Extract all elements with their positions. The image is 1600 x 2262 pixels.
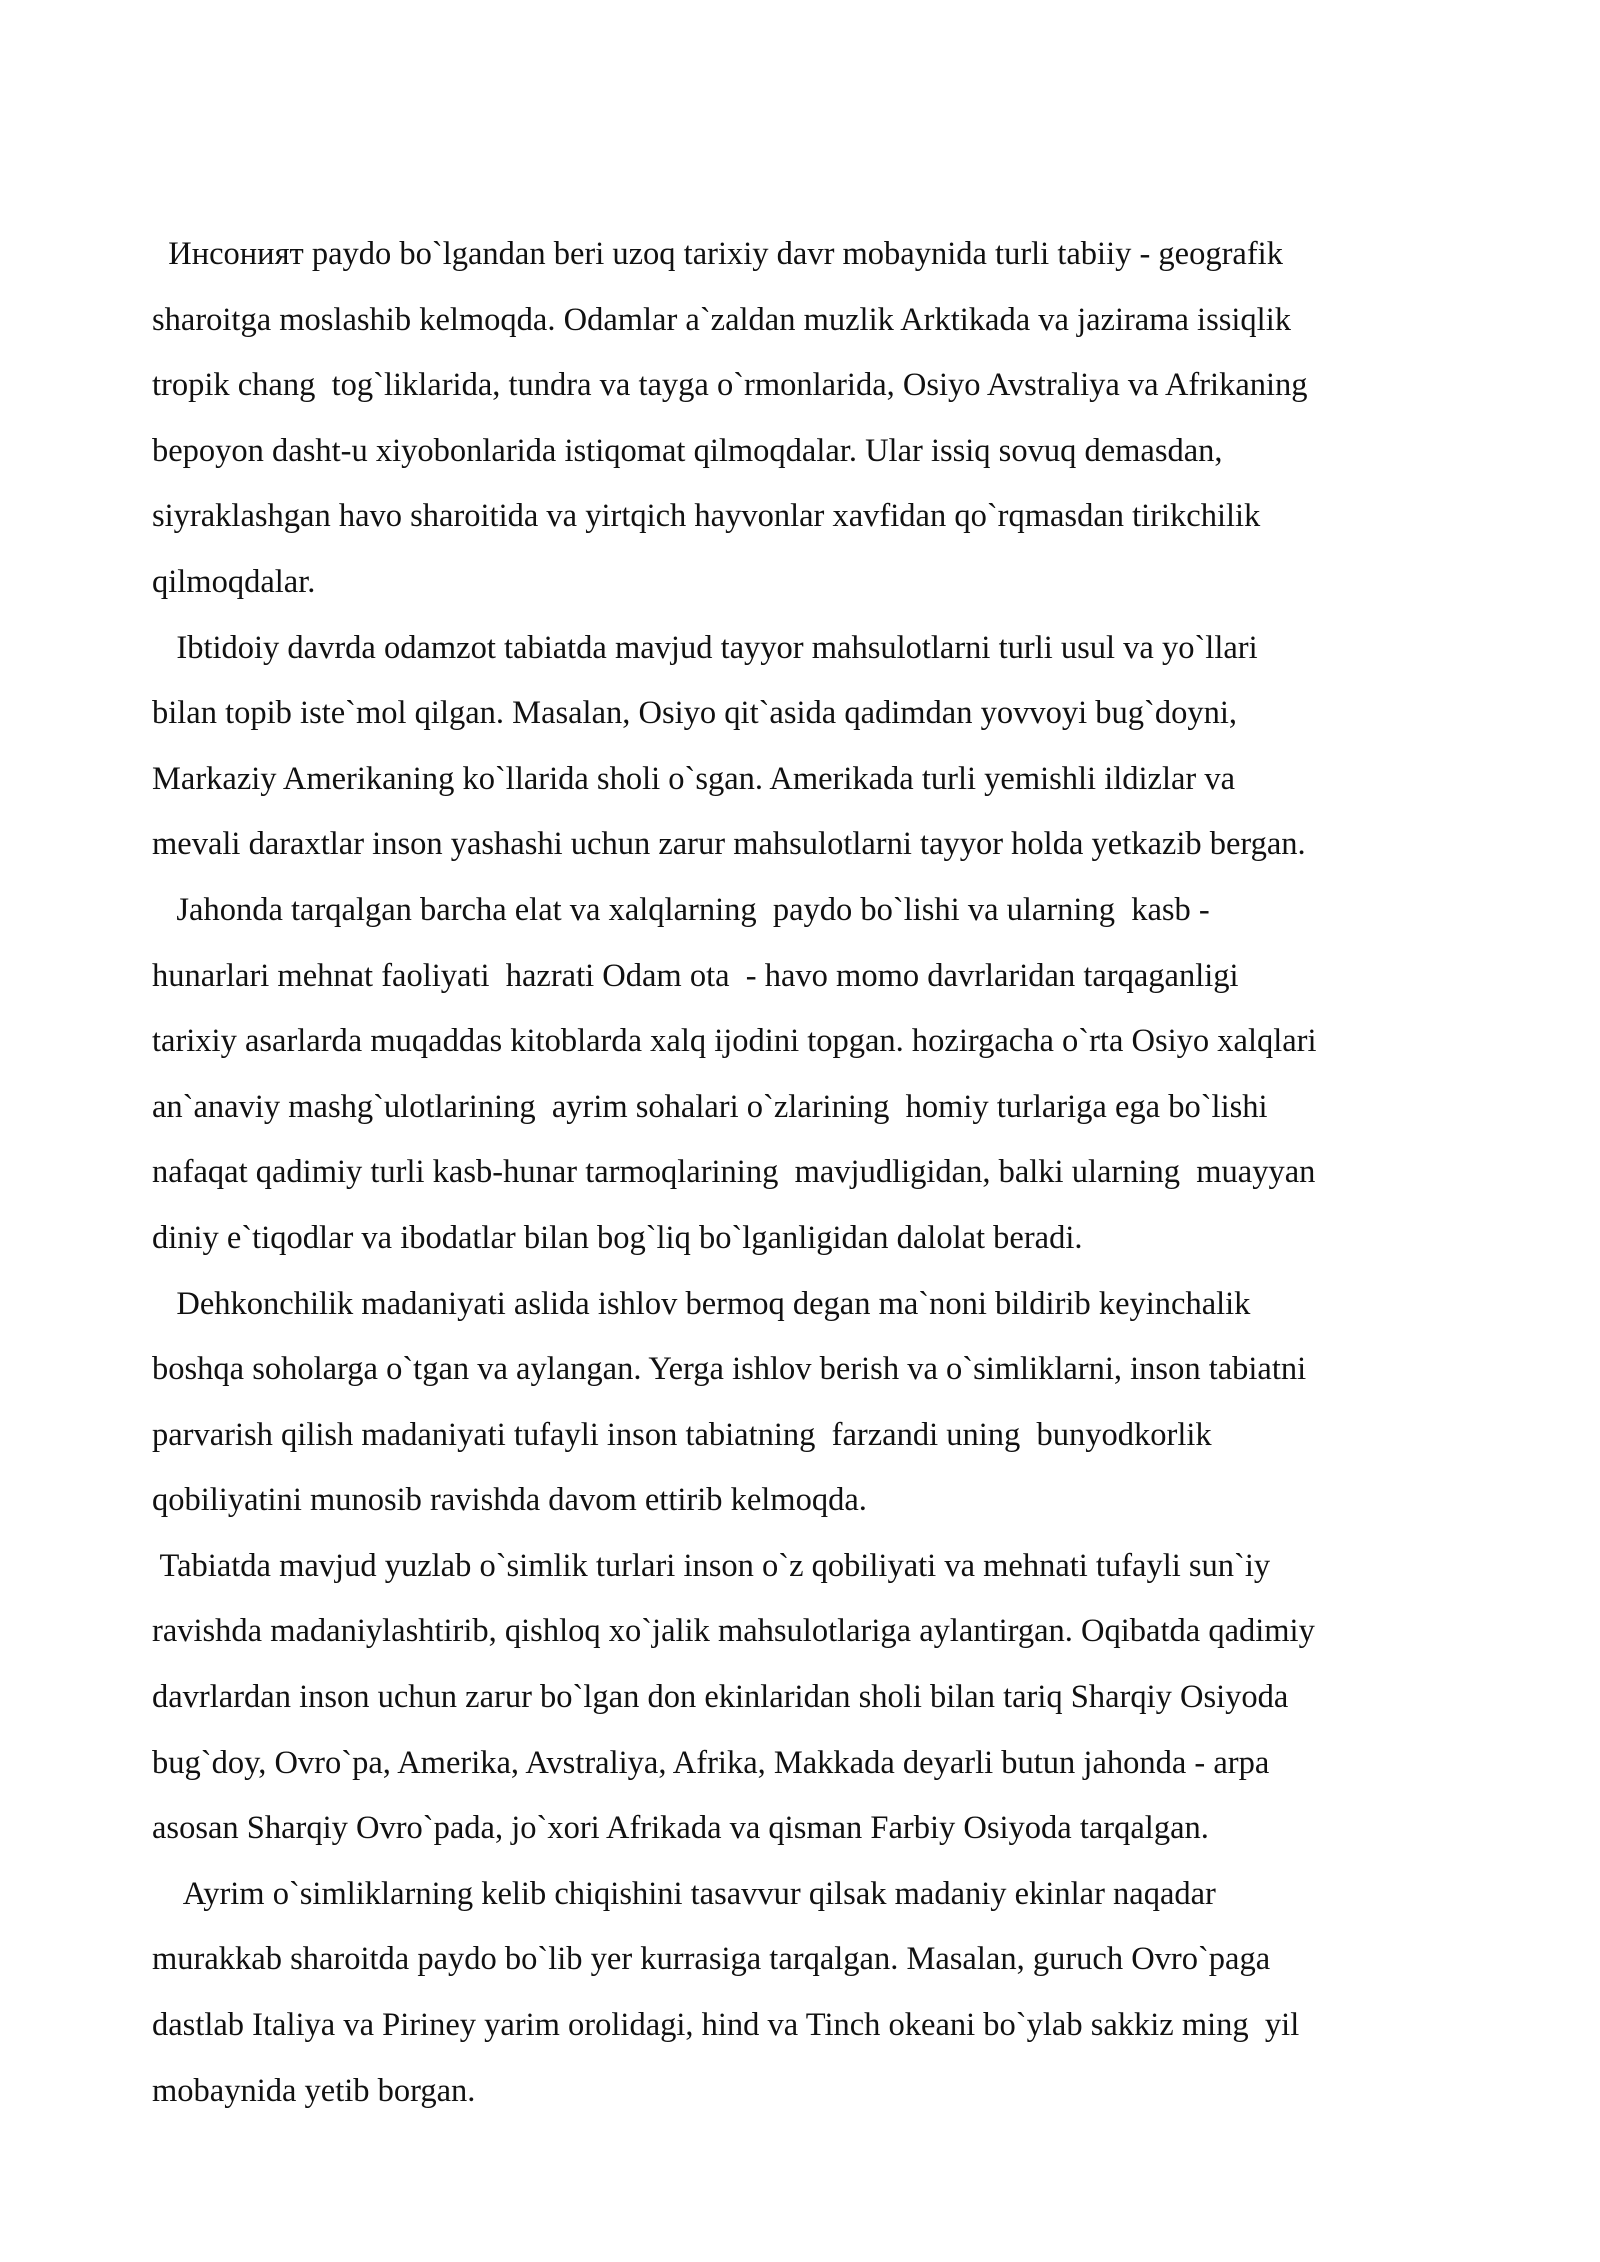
paragraph — [152, 222, 1497, 616]
text-line: sharoitga moslashib kelmoqda. Odamlar a`zaldan muzlik Arktikada va jazirama issiqlik — [152, 301, 1291, 338]
document-body — [152, 222, 1497, 2124]
text-line: bilan topib iste`mol qilgan. Masalan, Osiyo qit`asida qadimdan yovvoyi bug`doyni, — [152, 695, 1237, 732]
paragraph — [152, 878, 1497, 1272]
text-line: dastlab Italiya va Piriney yarim orolidagi, hind va Tinch okeani bo`ylab sakkiz ming yil — [152, 2007, 1300, 2044]
text-line: hunarlari mehnat faoliyati hazrati Odam ota - havo momo davrlaridan tarqaganligi — [152, 957, 1239, 994]
text-line: siyraklashgan havo sharoitida va yirtqich hayvonlar xavfidan qo`rqmasdan tirikchilik — [152, 498, 1261, 535]
text-line: mobaynida yetib borgan. — [152, 2072, 476, 2109]
text-line: boshqa soholarga o`tgan va aylangan. Yerga ishlov berish va o`simliklarni, inson tabiatni — [152, 1351, 1307, 1388]
text-line: bepoyon dasht-u xiyobonlarida istiqomat qilmoqdalar. Ular issiq sovuq demasdan, — [152, 432, 1223, 469]
text-line: diniy e`tiqodlar va ibodatlar bilan bog`liq bo`lganligidan dalolat beradi. — [152, 1219, 1083, 1256]
paragraph — [152, 1534, 1497, 1862]
text-line: ravishda madaniylashtirib, qishloq xo`jalik mahsulotlariga aylantirgan. Oqibatda qadimiy — [152, 1613, 1315, 1650]
text-line: Ibtidoiy davrda odamzot tabiatda mavjud tayyor mahsulotlarni turli usul va yo`llari — [152, 629, 1258, 666]
text-line: davrlardan inson uchun zarur bo`lgan don ekinlaridan sholi bilan tariq Sharqiy Osiyoda — [152, 1679, 1289, 1716]
text-line: tropik chang tog`liklarida, tundra va tayga o`rmonlarida, Osiyo Avstraliya va Afrikaning — [152, 367, 1308, 404]
text-line: murakkab sharoitda paydo bo`lib yer kurrasiga tarqalgan. Masalan, guruch Ovro`paga — [152, 1941, 1271, 1978]
text-line: parvarish qilish madaniyati tufayli inson tabiatning farzandi uning bunyodkorlik — [152, 1416, 1212, 1453]
text-line: qilmoqdalar. — [152, 563, 316, 600]
paragraph — [152, 1272, 1497, 1534]
text-line: an`anaviy mashg`ulotlarining ayrim sohalari o`zlarining homiy turlariga ega bo`lishi — [152, 1088, 1268, 1125]
text-line: Jahonda tarqalgan barcha elat va xalqlarning paydo bo`lishi va ularning kasb - — [152, 891, 1210, 928]
paragraph — [152, 1862, 1497, 2124]
text-line: nafaqat qadimiy turli kasb-hunar tarmoqlarining mavjudligidan, balki ularning muayyan — [152, 1154, 1316, 1191]
text-line: Ayrim o`simliklarning kelib chiqishini tasavvur qilsak madaniy ekinlar naqadar — [152, 1875, 1216, 1912]
paragraph — [152, 616, 1497, 878]
text-line: Dehkonchilik madaniyati aslida ishlov bermoq degan ma`noni bildirib keyinchalik — [152, 1285, 1251, 1322]
text-line: Инсоният paydo bo`lgandan beri uzoq tarixiy davr mobaynida turli tabiiy - geografik — [152, 236, 1283, 272]
text-line: Tabiatda mavjud yuzlab o`simlik turlari inson o`z qobiliyati va mehnati tufayli sun`iy — [152, 1547, 1271, 1584]
text-line: asosan Sharqiy Ovro`pada, jo`xori Afrikada va qisman Farbiy Osiyoda tarqalgan. — [152, 1810, 1209, 1847]
text-line: bug`doy, Ovro`pa, Amerika, Avstraliya, Afrika, Makkada deyarli butun jahonda - arpa — [152, 1744, 1270, 1781]
text-line: tarixiy asarlarda muqaddas kitoblarda xalq ijodini topgan. hozirgacha o`rta Osiyo xalqlari — [152, 1023, 1317, 1060]
text-line: mevali daraxtlar inson yashashi uchun zarur mahsulotlarni tayyor holda yetkazib bergan. — [152, 826, 1306, 863]
text-line: Markaziy Amerikaning ko`llarida sholi o`sgan. Amerikada turli yemishli ildizlar va — [152, 760, 1236, 797]
text-line: qobiliyatini munosib ravishda davom ettirib kelmoqda. — [152, 1482, 867, 1519]
